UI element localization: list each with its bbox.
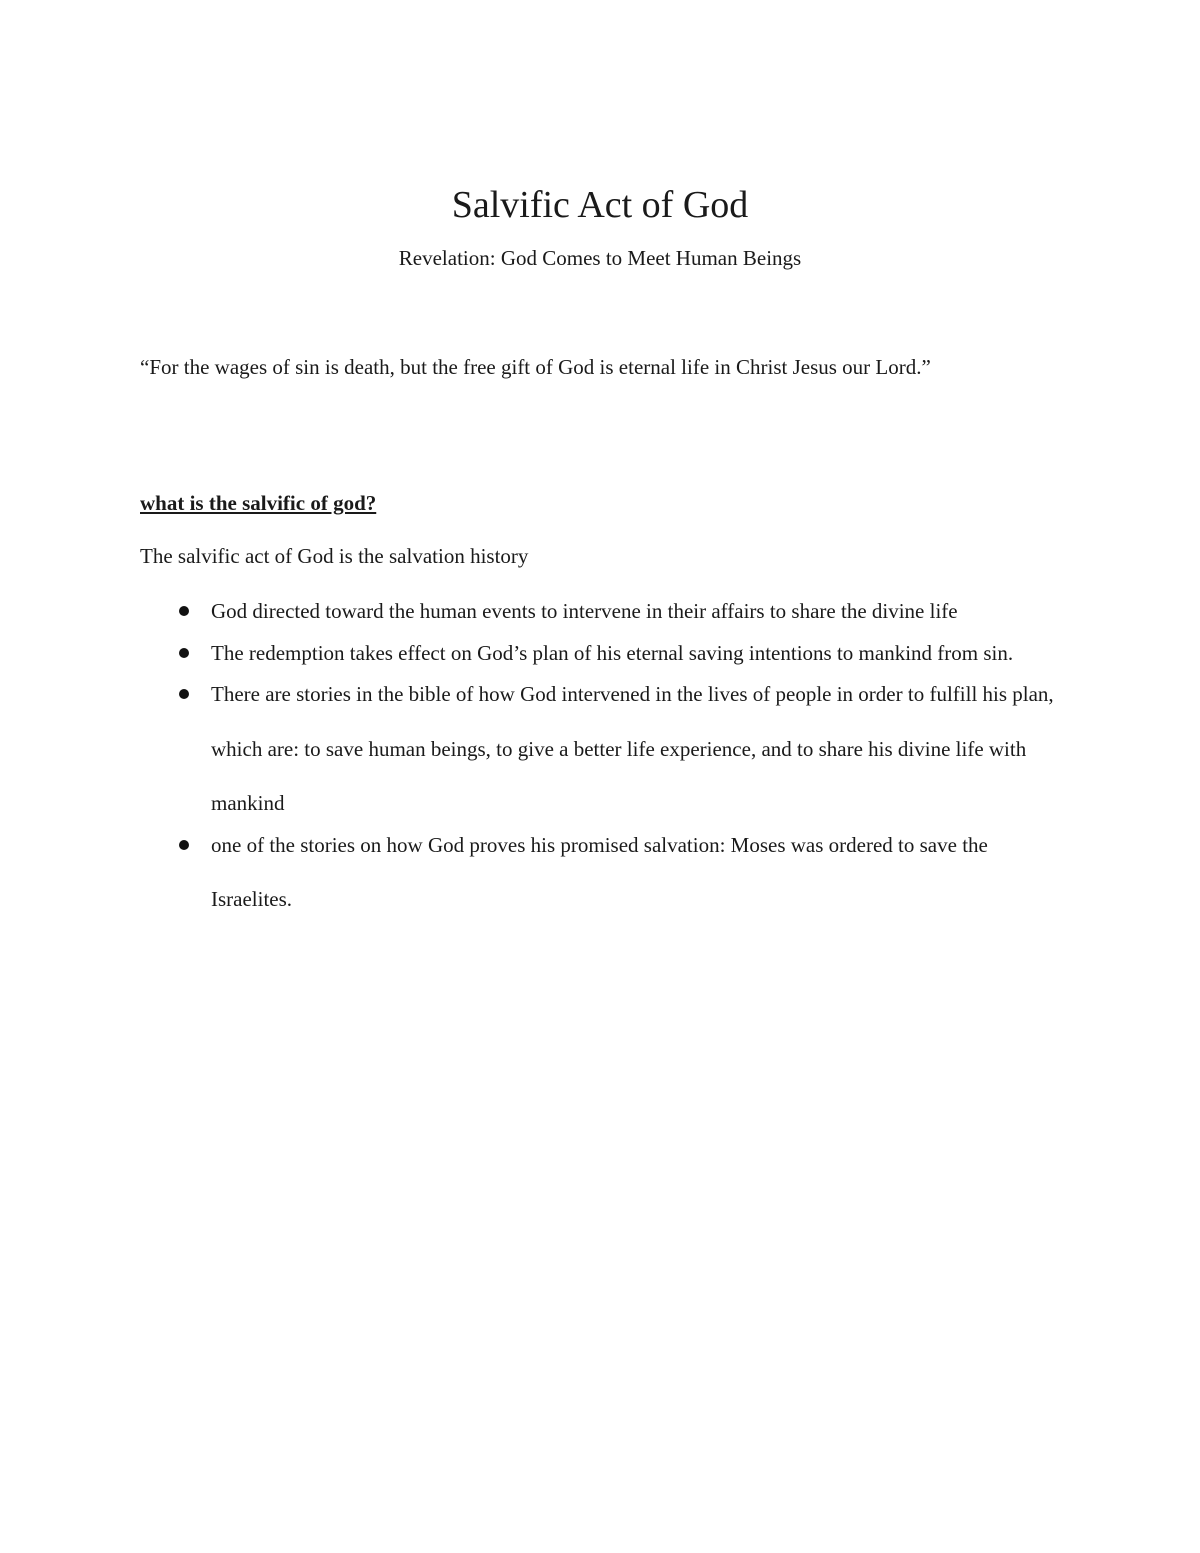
list-item-text: There are stories in the bible of how God intervened in the lives of people in order to fulfill his plan, which are: to save human beings, to give a better life experience, and to share his divine life with mankind [211,682,1054,815]
bullet-icon [179,606,189,616]
list-item [140,667,1070,831]
list-item-text: God directed toward the human events to intervene in their affairs to share the divine life [211,599,958,623]
section-heading: what is the salvific of god? [140,491,377,515]
bullet-icon [179,648,189,658]
list-item [140,818,1070,927]
bullet-icon [179,840,189,850]
scripture-quote: “For the wages of sin is death, but the free gift of God is eternal life in Christ Jesus our Lord.” [140,355,931,379]
bullet-list [140,597,1070,927]
list-item-text: The redemption takes effect on God’s plan of his eternal saving intentions to mankind from sin. [211,640,1014,665]
page-title: Salvific Act of God [451,184,749,226]
bullet-icon [179,689,189,699]
intro-paragraph: The salvific act of God is the salvation history [140,544,529,568]
list-item-text: one of the stories on how God proves his promised salvation: Moses was ordered to save the Israelites. [211,832,988,911]
page-subtitle: Revelation: God Comes to Meet Human Beings [398,246,802,270]
